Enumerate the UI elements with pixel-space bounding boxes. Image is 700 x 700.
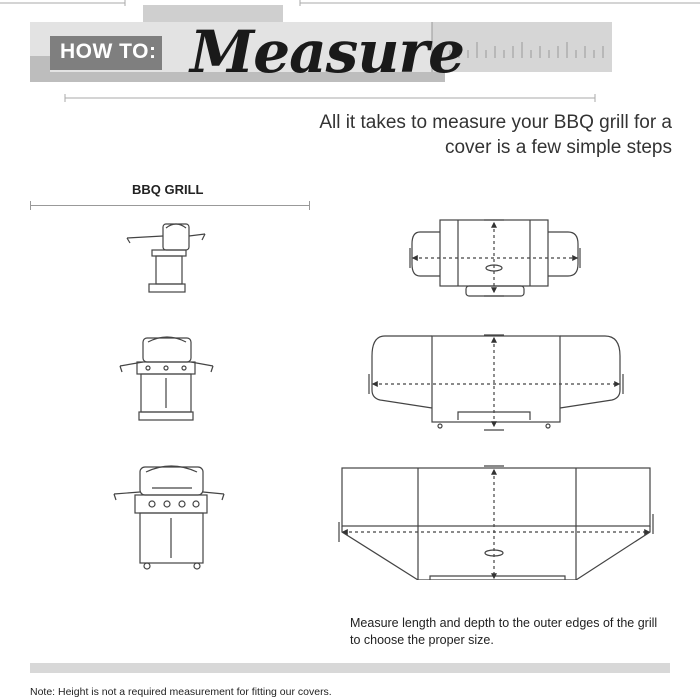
measure-caption [350, 615, 690, 649]
footnote: Note: Height is not a required measurement for fitting our covers. [30, 686, 332, 698]
bottom-divider [30, 663, 670, 673]
howto-badge: HOW TO: [60, 40, 157, 63]
measurement-diagrams [0, 200, 700, 580]
caption-line-1: Measure length and depth to the outer edges of the grill [350, 616, 658, 630]
large-grill-illustration [114, 466, 224, 569]
caption-line-2: to choose the proper size. [350, 633, 494, 647]
medium-grill-illustration [120, 337, 213, 420]
intro-text [252, 110, 672, 160]
page-title: Measure [190, 18, 464, 86]
small-grill-illustration [127, 224, 205, 292]
grill-column-title: BBQ GRILL [132, 182, 204, 197]
intro-line-2: cover is a few simple steps [444, 137, 672, 158]
diagram-large-top-view [339, 466, 653, 580]
diagram-medium-top-view [369, 335, 623, 430]
diagram-small-top-view [410, 220, 580, 296]
intro-line-1: All it takes to measure your BBQ grill for a [319, 112, 672, 133]
